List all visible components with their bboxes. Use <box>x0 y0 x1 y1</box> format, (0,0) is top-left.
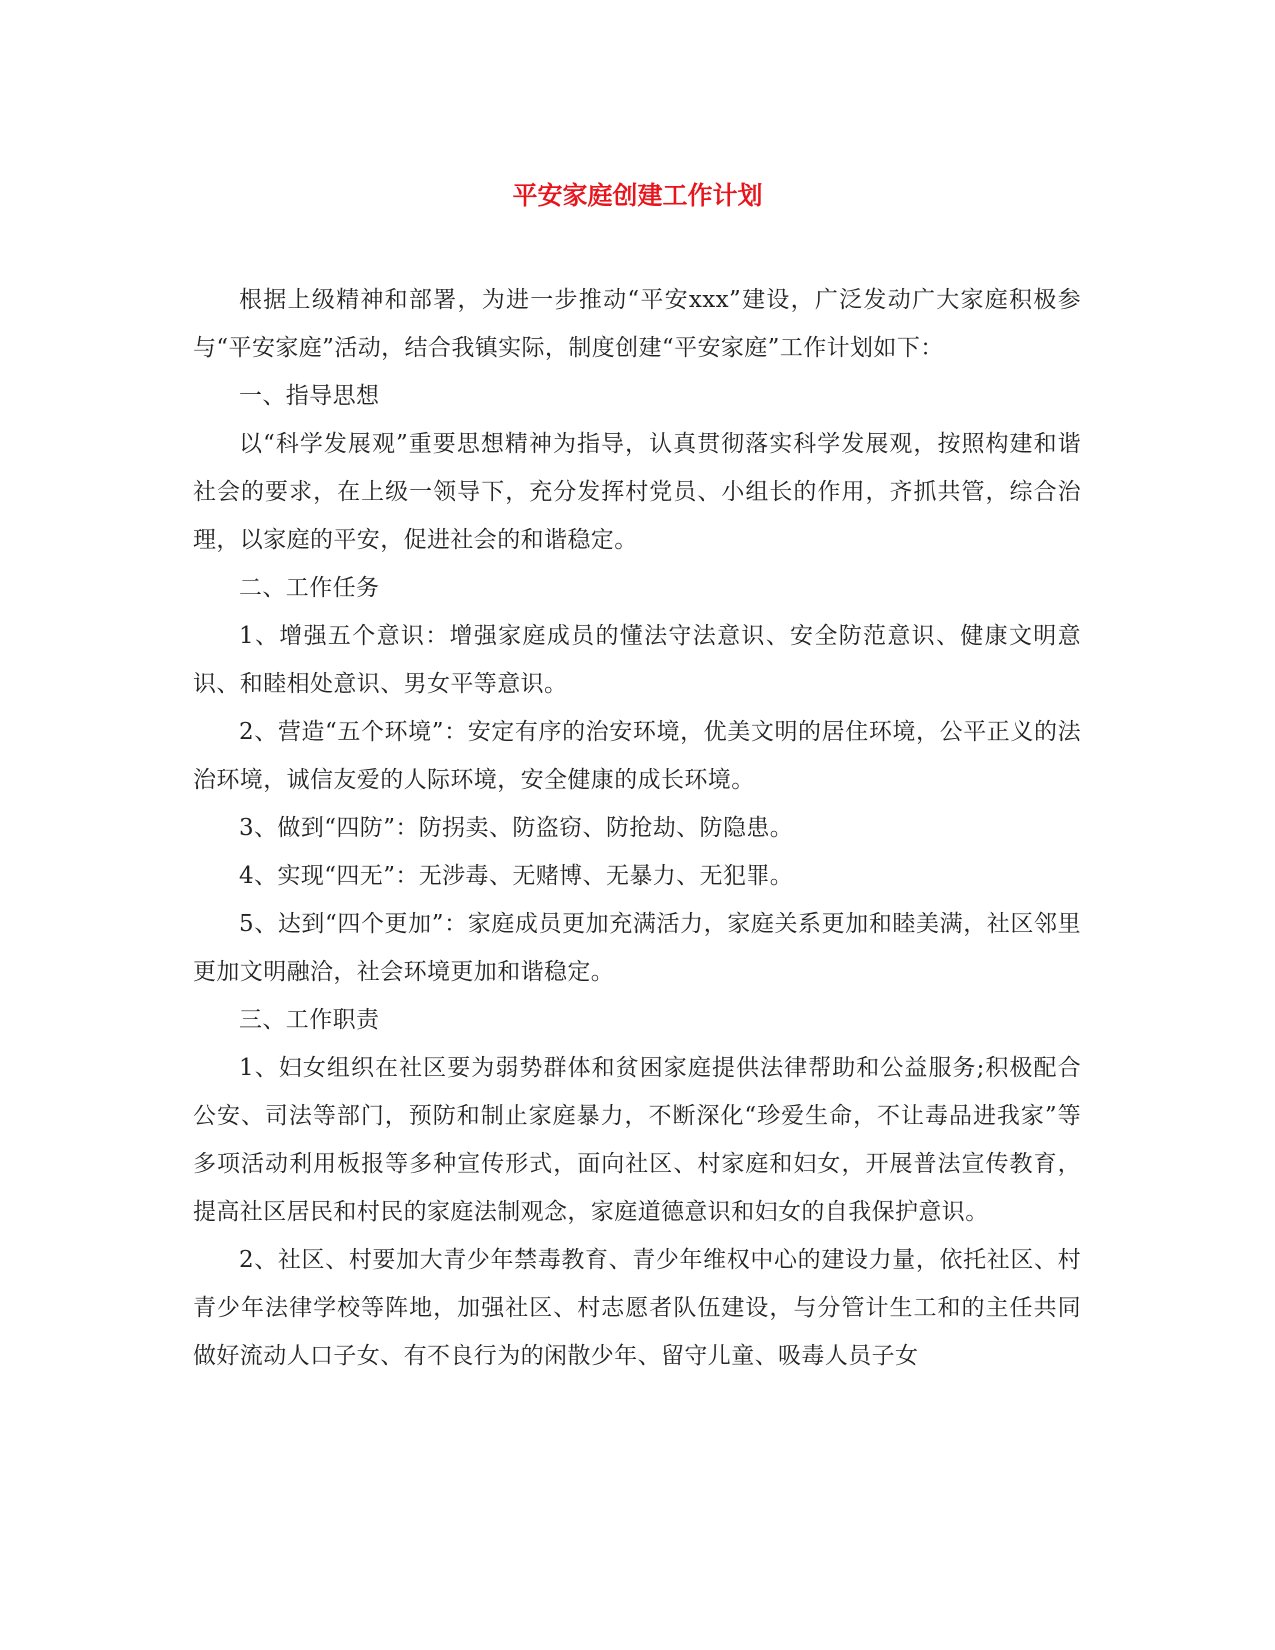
document-body <box>193 276 1081 1380</box>
section-heading-work-tasks: 二、工作任务 <box>239 575 380 601</box>
duty-item-1: 1、妇女组织在社区要为弱势群体和贫困家庭提供法律帮助和公益服务;积极配合公安、司法等部门，预防和制止家庭暴力，不断深化“珍爱生命，不让毒品进我家”等多项活动利用板报等多种宣传形式，面向社区、村家庭和妇女，开展普法宣传教育，提高社区居民和村民的家庭法制观念，家庭道德意识和妇女的自我保护意识。 <box>193 1055 1081 1225</box>
document-title: 平安家庭创建工作计划 <box>512 181 763 210</box>
paragraph-intro: 根据上级精神和部署，为进一步推动“平安xxx”建设，广泛发动广大家庭积极参与“平安家庭”活动，结合我镇实际，制度创建“平安家庭”工作计划如下： <box>193 287 1081 361</box>
paragraph-guiding-ideology: 以“科学发展观”重要思想精神为指导，认真贯彻落实科学发展观，按照构建和谐社会的要求，在上级一领导下，充分发挥村党员、小组长的作用，齐抓共管，综合治理，以家庭的平安，促进社会的和谐稳定。 <box>193 431 1081 553</box>
task-item-1: 1、增强五个意识：增强家庭成员的懂法守法意识、安全防范意识、健康文明意识、和睦相处意识、男女平等意识。 <box>193 623 1081 697</box>
task-item-2: 2、营造“五个环境”：安定有序的治安环境，优美文明的居住环境，公平正义的法治环境，诚信友爱的人际环境，安全健康的成长环境。 <box>193 719 1081 793</box>
task-item-4: 4、实现“四无”：无涉毒、无赌博、无暴力、无犯罪。 <box>239 863 794 889</box>
task-item-3: 3、做到“四防”：防拐卖、防盗窃、防抢劫、防隐患。 <box>239 815 794 841</box>
task-item-5: 5、达到“四个更加”：家庭成员更加充满活力，家庭关系更加和睦美满，社区邻里更加文明融洽，社会环境更加和谐稳定。 <box>193 911 1081 985</box>
section-heading-work-duties: 三、工作职责 <box>239 1007 380 1033</box>
duty-item-2: 2、社区、村要加大青少年禁毒教育、青少年维权中心的建设力量，依托社区、村青少年法律学校等阵地，加强社区、村志愿者队伍建设，与分管计生工和的主任共同做好流动人口子女、有不良行为的闲散少年、留守儿童、吸毒人员子女 <box>193 1247 1081 1369</box>
section-heading-guiding-ideology: 一、指导思想 <box>239 383 380 409</box>
